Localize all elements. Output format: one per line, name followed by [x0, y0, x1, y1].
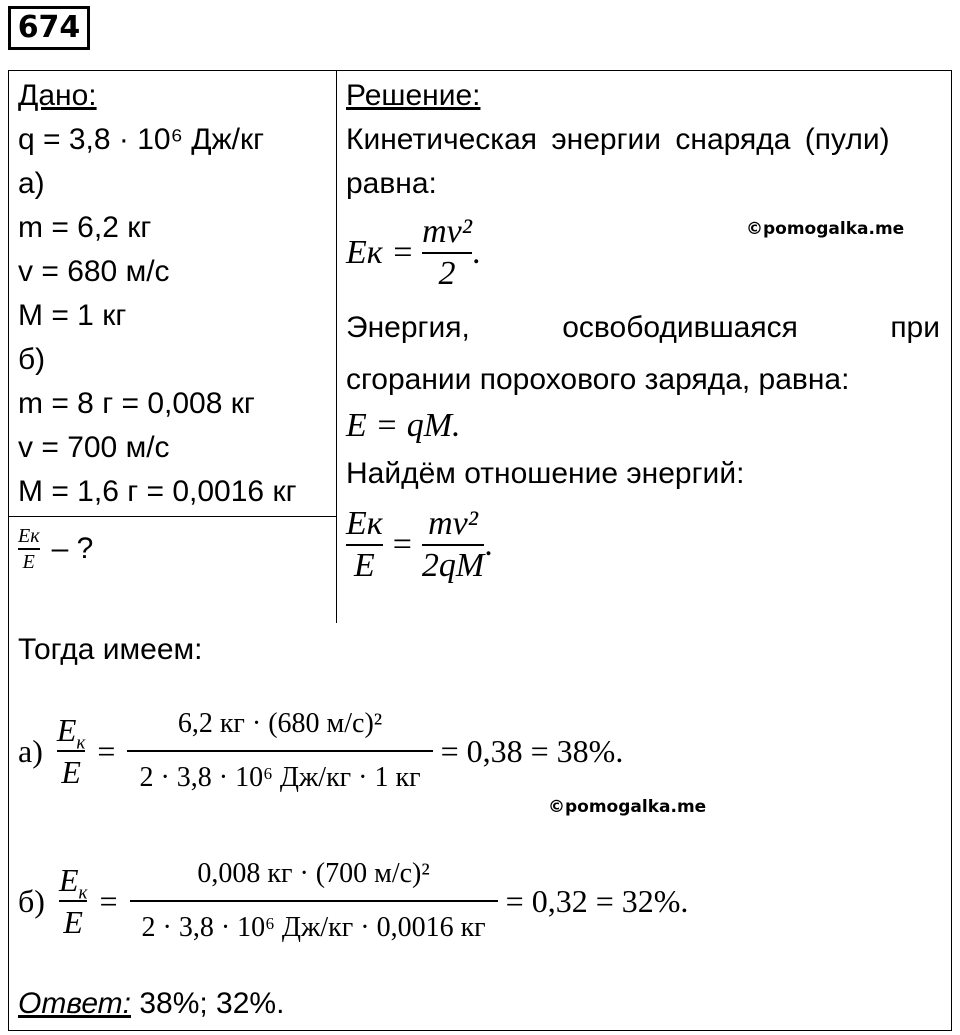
- find-numerator: Eк: [18, 525, 40, 547]
- given-b-M: M = 1,6 г = 0,0016 кг: [18, 475, 297, 508]
- result-b-label: б): [18, 882, 45, 919]
- formula-kinetic: Eк = $\frac{\text{mv²}}{2}$ .: [346, 213, 481, 292]
- column-divider: [336, 70, 337, 623]
- given-a-v: v = 680 м/с: [18, 255, 170, 288]
- answer-value: 38%; 32%.: [139, 987, 285, 1020]
- solution-p2-line1: Энергия, освободившаяся при: [346, 311, 940, 344]
- formula-ratio-lhs-den: E: [353, 547, 375, 584]
- given-b-m: m = 8 г = 0,008 кг: [18, 387, 255, 420]
- find-denominator: E: [22, 551, 35, 573]
- given-heading: Дано:: [18, 79, 97, 112]
- watermark-top: ©pomogalka.me: [746, 219, 905, 239]
- result-a-value: = 0,38 = 38%.: [440, 732, 624, 769]
- solution-p1-line2: равна:: [346, 167, 437, 200]
- formula-kinetic-lhs: Eк =: [346, 234, 415, 271]
- result-a-denominator: 2 · 3,8 · 10⁶ Дж/кг · 1 кг: [139, 762, 421, 793]
- answer-line: [18, 982, 284, 1026]
- solution-heading: Решение:: [346, 79, 481, 112]
- given-b-v: v = 700 м/с: [18, 431, 170, 464]
- result-b-numerator: 0,008 кг · (700 м/с)²: [197, 858, 430, 889]
- find-question: – ?: [51, 532, 94, 565]
- watermark-bottom: ©pomogalka.me: [548, 797, 707, 817]
- given-a-m: m = 6,2 кг: [18, 211, 152, 244]
- find-expression: [18, 524, 93, 574]
- formula-ratio-den: 2qM: [421, 547, 485, 584]
- formula-ratio: $\frac{Eк}{E}$ = $\frac{\text{mv²}}{2qM}$ .: [346, 505, 493, 584]
- formula-ratio-num: mv²: [428, 505, 478, 542]
- given-q: q = 3,8 · 10⁶ Дж/кг: [18, 123, 265, 156]
- formula-kinetic-den: 2: [438, 255, 456, 292]
- result-b-value: = 0,32 = 32%.: [505, 882, 689, 919]
- result-b-equation: б) $\frac{E_к}{E}$ = $\frac{\text{0,008 кг · (700 м/с)²}}{\text{2 · 3,8 · 10⁶ Дж/кг · 0,0016 кг}}$ = 0,32 = 32%.: [18, 848, 688, 954]
- given-b-label: б): [18, 343, 46, 376]
- given-find-divider: [8, 516, 337, 517]
- solution-p1-line1: Кинетическая энергии снаряда (пули): [346, 123, 890, 156]
- result-intro: Тогда имеем:: [18, 633, 203, 666]
- solution-p3: Найдём отношение энергий:: [346, 457, 745, 490]
- given-a-M: M = 1 кг: [18, 299, 127, 332]
- result-a-label: а): [18, 732, 43, 769]
- given-a-label: а): [18, 167, 45, 200]
- answer-label: Ответ:: [18, 987, 131, 1020]
- result-a-equation: а) $\frac{E_к}{E}$ = $\frac{\text{6,2 кг · (680 м/с)²}}{\text{2 · 3,8 · 10⁶ Дж/кг · 1 кг}}$ = 0,38 = 38%.: [18, 698, 623, 804]
- problem-number: 674: [8, 6, 90, 50]
- result-b-denominator: 2 · 3,8 · 10⁶ Дж/кг · 0,0016 кг: [141, 912, 486, 943]
- solution-p2-line2: сгорании порохового заряда, равна:: [346, 363, 850, 396]
- formula-ratio-lhs-num: Eк: [346, 505, 383, 542]
- formula-kinetic-num: mv²: [422, 213, 472, 250]
- formula-energy: E = qM.: [346, 407, 461, 444]
- result-a-numerator: 6,2 кг · (680 м/с)²: [177, 708, 383, 739]
